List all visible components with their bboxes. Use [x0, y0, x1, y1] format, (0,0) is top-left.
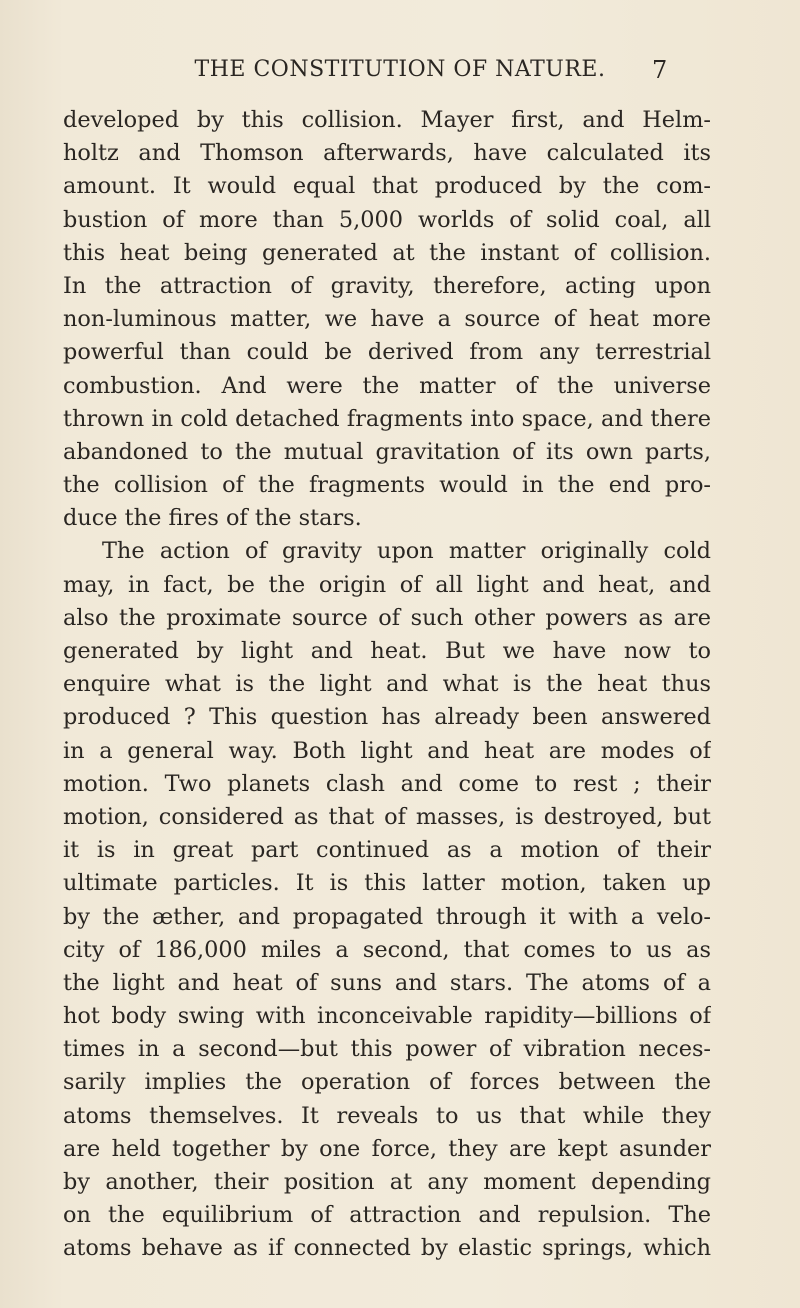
text-line: In the attraction of gravity, therefore, acting upon [63, 272, 711, 299]
page-number: 7 [652, 56, 668, 84]
text-line: enquire what is the light and what is the heat thus [63, 671, 711, 698]
paragraph-start-line: The action of gravity upon matter originally cold [102, 538, 711, 565]
paragraph-end-line: duce the fires of the stars. [63, 505, 362, 532]
text-line: it is in great part continued as a motion of their [63, 837, 711, 864]
text-line: the light and heat of suns and stars. The atoms of a [63, 969, 711, 996]
text-line: times in a second—but this power of vibration neces- [63, 1036, 711, 1063]
text-line: ultimate particles. It is this latter motion, taken up [63, 870, 711, 897]
text-line: bustion of more than 5,000 worlds of solid coal, all [63, 206, 711, 233]
text-line: motion. Two planets clash and come to rest ; their [63, 770, 711, 797]
text-line: atoms themselves. It reveals to us that while they [63, 1102, 711, 1129]
text-line: on the equilibrium of attraction and repulsion. The [63, 1202, 711, 1229]
page-header [0, 54, 800, 86]
text-line: atoms behave as if connected by elastic springs, which [63, 1235, 711, 1262]
text-line: thrown in cold detached fragments into space, and there [63, 405, 711, 432]
text-line: holtz and Thomson afterwards, have calculated its [63, 140, 711, 167]
body-text [63, 104, 711, 1266]
text-line: sarily implies the operation of forces between the [63, 1069, 711, 1096]
text-line: motion, considered as that of masses, is destroyed, but [63, 803, 711, 830]
text-line: by another, their position at any moment depending [63, 1169, 711, 1195]
text-line: also the proximate source of such other powers as are [63, 604, 711, 631]
text-line: amount. It would equal that produced by the com- [63, 173, 711, 200]
text-line: developed by this collision. Mayer first, and Helm- [63, 107, 711, 133]
text-line: powerful than could be derived from any terrestrial [63, 339, 711, 366]
text-line: combustion. And were the matter of the universe [63, 372, 711, 399]
text-line: generated by light and heat. But we have now to [63, 638, 711, 664]
text-line: hot body swing with inconceivable rapidity—billions of [63, 1003, 711, 1030]
text-line: abandoned to the mutual gravitation of its own parts, [63, 438, 711, 465]
text-line: in a general way. Both light and heat are modes of [63, 737, 711, 764]
text-line: by the æther, and propagated through it with a velo- [63, 903, 711, 930]
text-line: are held together by one force, they are kept asunder [63, 1135, 711, 1162]
text-line: the collision of the fragments would in the end pro- [63, 472, 711, 499]
text-line: this heat being generated at the instant of collision. [63, 239, 711, 266]
running-title: THE CONSTITUTION OF NATURE. [194, 57, 606, 82]
text-line: city of 186,000 miles a second, that comes to us as [63, 936, 711, 963]
text-line: may, in fact, be the origin of all light and heat, and [63, 571, 711, 598]
text-line: produced ? This question has already been answered [63, 704, 711, 731]
text-line: non-luminous matter, we have a source of heat more [63, 306, 711, 333]
